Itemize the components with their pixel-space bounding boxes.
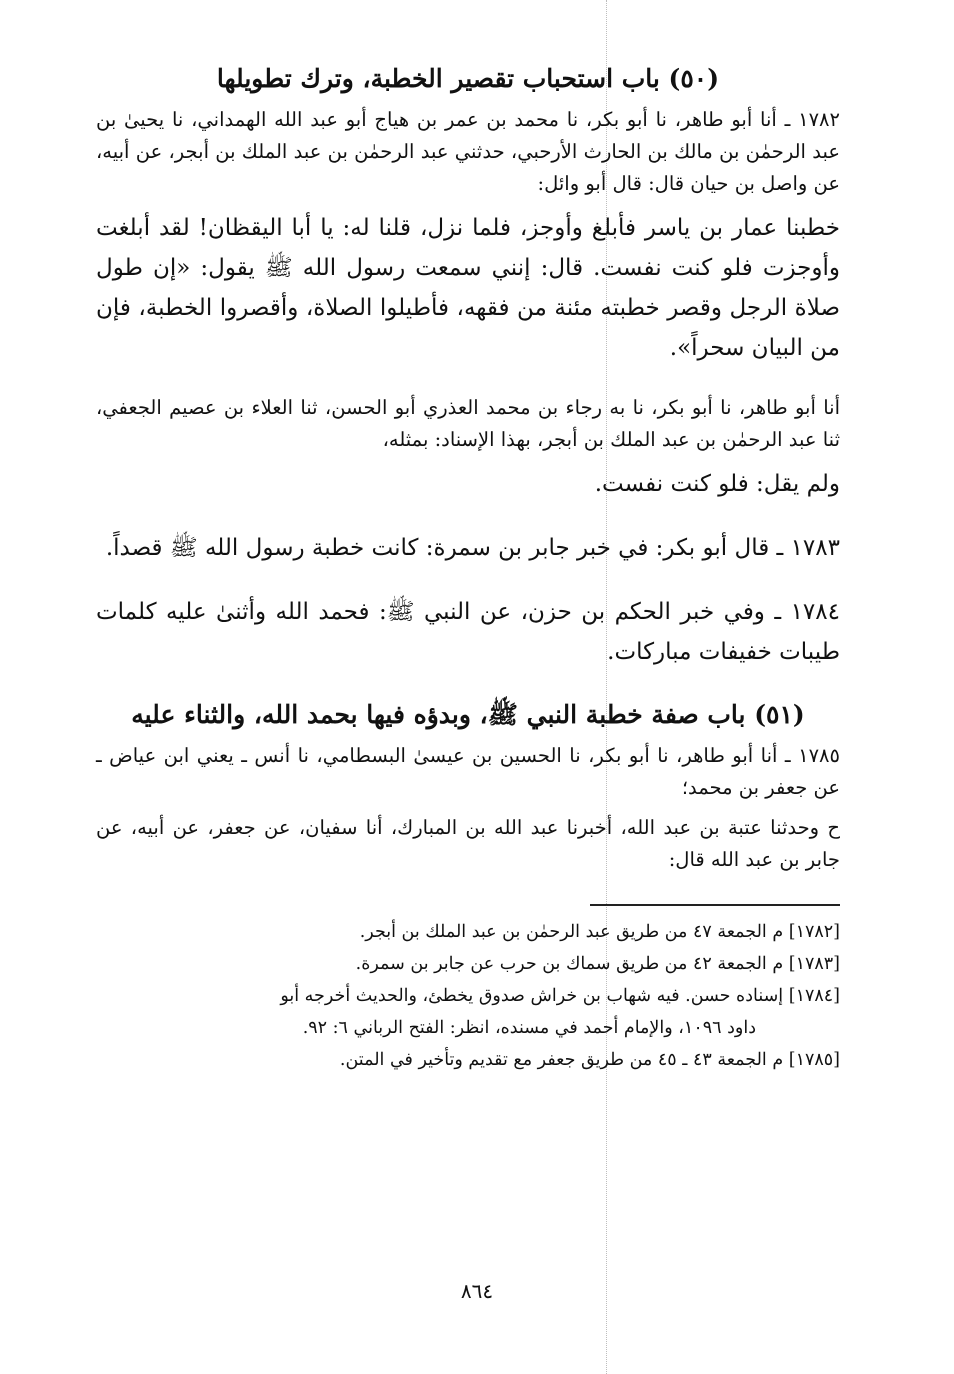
hadith-1782-variant-note: ولم يقل: فلو كنت نفست. <box>594 471 840 497</box>
footnote-1782: [١٧٨٢] م الجمعة ٤٧ من طريق عبد الرحمٰن بن عبد الملك بن أبجر. <box>359 922 840 942</box>
footnote-1785: [١٧٨٥] م الجمعة ٤٣ ـ ٤٥ من طريق جعفر مع تقديم وتأخير في المتن. <box>339 1050 840 1070</box>
hadith-1782-matn: خطبنا عمار بن ياسر فأبلغ وأوجز، فلما نزل، قلنا له: يا أبا اليقظان! لقد أبلغت وأوجزت فلو كنت نفست. قال: إنني سمعت رسول الله ﷺ يقول: «إن طول صلاة الرجل وقصر خطبته مئنة من فقهه، فأطيلوا الصلاة، وأقصروا الخطبة، فإن من البيان سحراً». <box>96 215 840 361</box>
hadith-1782-isnad: ١٧٨٢ ـ أنا أبو طاهر، نا أبو بكر، نا محمد بن عمر بن هياج أبو عبد الله الهمداني، نا يحيىٰ بن عبد الرحمٰن بن مالك بن الحارث الأرحبي، حدثني عبد الرحمٰن بن عبد الملك بن أبجر، عن أبيه، عن واصل بن حيان قال: قال أبو وائل: <box>96 108 840 195</box>
hadith-1783: ١٧٨٣ ـ قال أبو بكر: في خبر جابر بن سمرة: كانت خطبة رسول الله ﷺ قصداً. <box>105 535 840 561</box>
footnote-1784: [١٧٨٤] إسناده حسن. فيه شهاب بن خراش صدوق يخطئ، والحديث أخرجه أبو <box>280 986 840 1006</box>
footnote-1784-continued: داود ١٠٩٦، والإمام أحمد في مسنده، انظر: الفتح الرباني ٦: ٩٢. <box>302 1018 756 1038</box>
page-number: ٨٦٤ <box>460 1279 494 1303</box>
footnote-1783: [١٧٨٣] م الجمعة ٤٢ من طريق سماك بن حرب عن جابر بن سمرة. <box>355 954 840 974</box>
page-body <box>96 62 840 1078</box>
hadith-1784: ١٧٨٤ ـ وفي خبر الحكم بن حزن، عن النبي ﷺ: فحمد الله وأثنىٰ عليه كلمات طيبات خفيفات مباركات. <box>96 599 840 665</box>
footnotes <box>96 918 840 1075</box>
chapter-heading-50: (٥٠) باب استحباب تقصير الخطبة، وترك تطويلها <box>216 64 720 93</box>
hadith-1785-second-isnad: ح وحدثنا عتبة بن عبد الله، أخبرنا عبد الله بن المبارك، أنا سفيان، عن جعفر، عن أبيه، عن جابر بن عبد الله قال: <box>96 816 840 871</box>
hadith-1785-isnad: ١٧٨٥ ـ أنا أبو طاهر، نا أبو بكر، نا الحسين بن عيسىٰ البسطامي، نا أنس ـ يعني ابن عياض ـ عن جعفر بن محمد؛ <box>96 744 840 799</box>
footnote-divider <box>590 904 840 906</box>
chapter-heading-51: (٥١) باب صفة خطبة النبي ﷺ، وبدؤه فيها بحمد الله، والثناء عليه <box>131 700 805 729</box>
hadith-1782-second-isnad: أنا أبو طاهر، نا أبو بكر، نا به رجاء بن محمد العذري أبو الحسن، ثنا العلاء بن عصيم الجعفي، ثنا عبد الرحمٰن بن عبد الملك بن أبجر، بهذا الإسناد: بمثله، <box>96 396 840 451</box>
